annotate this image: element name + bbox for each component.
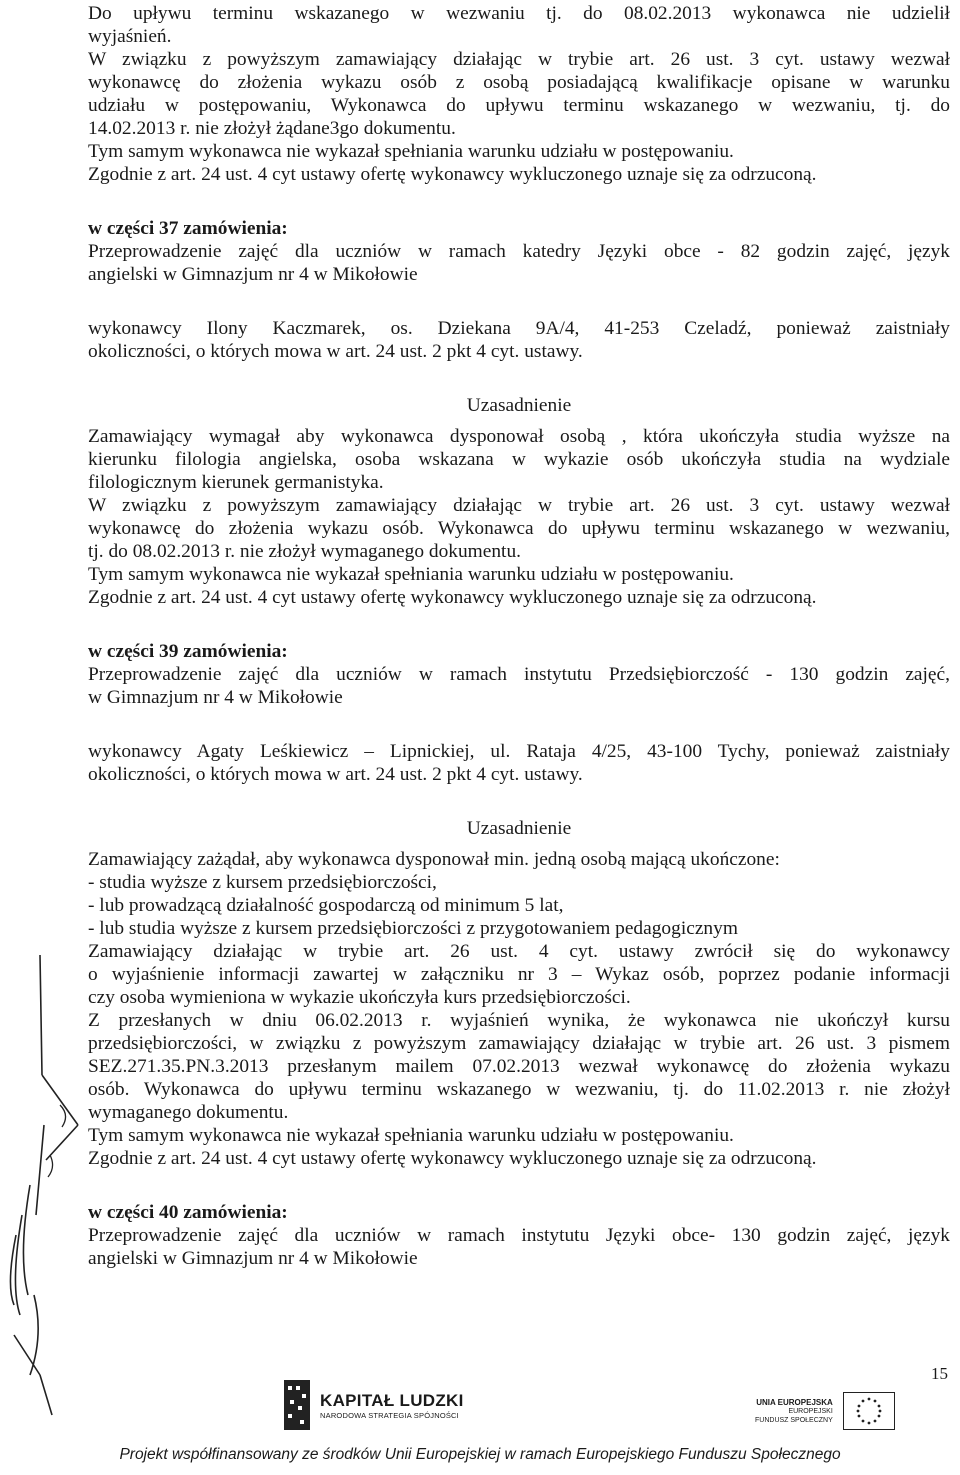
kapital-ludzki-logo — [282, 1378, 464, 1432]
document-body — [88, 2, 950, 1270]
intro-line: W związku z powyższym zamawiający działając w trybie art. 26 ust. 3 cyt. ustawy wezwał — [88, 49, 950, 70]
part-39-justification-line: - studia wyższe z kursem przedsiębiorczości, — [88, 872, 437, 893]
part-39-justification-line: Z przesłanych w dniu 06.02.2013 r. wyjaśnień wynika, że wykonawca nie ukończył kursu — [88, 1010, 950, 1031]
footer-logos — [0, 1378, 960, 1438]
kapital-ludzki-title: KAPITAŁ LUDZKI — [320, 1390, 464, 1410]
footer-caption: Projekt współfinansowany ze środków Unii Europejskiej w ramach Europejskiego Funduszu Społecznego — [119, 1446, 841, 1463]
part-39-justification-line: SEZ.271.35.PN.3.2013 przesłanym mailem 07.02.2013 wezwał wykonawcę do złożenia wykazu — [88, 1056, 950, 1077]
part-39-justification-line: Tym samym wykonawca nie wykazał spełniania warunku udziału w postępowaniu. — [88, 1125, 734, 1146]
part-37-justification-line: Zgodnie z art. 24 ust. 4 cyt ustawy ofertę wykonawcy wykluczonego uznaje się za odrzuconą. — [88, 587, 817, 608]
part-37-subject-line: Przeprowadzenie zajęć dla uczniów w ramach katedry Języki obce - 82 godzin zajęć, język — [88, 241, 950, 262]
part-39-justification-line: - lub prowadzącą działalność gospodarczą od minimum 5 lat, — [88, 895, 564, 916]
part-37-justification-line: Tym samym wykonawca nie wykazał spełniania warunku udziału w postępowaniu. — [88, 564, 734, 585]
part-37-justification-line: W związku z powyższym zamawiający działając w trybie art. 26 ust. 3 cyt. ustawy wezwał — [88, 495, 950, 516]
eu-logo — [755, 1392, 895, 1430]
part-39-justification-line: - lub studia wyższe z kursem przedsiębiorczości z przygotowaniem pedagogicznym — [88, 918, 738, 939]
part-37-heading: w części 37 zamówienia: — [88, 218, 288, 239]
spacer — [88, 709, 950, 740]
part-39-justification-line: Zamawiający zażądał, aby wykonawca dysponował min. jedną osobą mającą ukończone: — [88, 849, 780, 870]
spacer — [88, 786, 950, 817]
part-37-contractor-line: okoliczności, o których mowa w art. 24 ust. 2 pkt 4 cyt. ustawy. — [88, 341, 583, 362]
part-39-justification-title: Uzasadnienie — [466, 818, 572, 839]
part-39-heading: w części 39 zamówienia: — [88, 641, 288, 662]
spacer — [88, 186, 950, 217]
part-37-justification-line: kierunku filologia angielska, osoba wskazana w wykazie osób ukończyła studia na wydziale — [88, 449, 950, 470]
spacer — [88, 1170, 950, 1201]
eu-logo-line2: EUROPEJSKI — [788, 1407, 833, 1415]
part-39-justification-line: przedsiębiorczości, w związku z powyższym zamawiający działając w trybie art. 26 ust. 3 pismem — [88, 1033, 950, 1054]
part-39-justification-line: wymaganego dokumentu. — [88, 1102, 289, 1123]
part-39-contractor-line: okoliczności, o których mowa w art. 24 ust. 2 pkt 4 cyt. ustawy. — [88, 764, 583, 785]
spacer — [88, 286, 950, 317]
spacer — [88, 609, 950, 640]
part-40-subject-line: angielski w Gimnazjum nr 4 w Mikołowie — [88, 1248, 418, 1269]
part-37-justification-line: filologicznym kierunek germanistyka. — [88, 472, 384, 493]
intro-line: Do upływu terminu wskazanego w wezwaniu tj. do 08.02.2013 wykonawca nie udzielił — [88, 3, 950, 24]
part-39-justification-line: o wyjaśnienie informacji zawartej w załączniku nr 3 – Wykaz osób, poprzez podanie informacji — [88, 964, 950, 985]
part-37-contractor-line: wykonawcy Ilony Kaczmarek, os. Dziekana 9A/4, 41-253 Czeladź, ponieważ zaistniały — [88, 318, 950, 339]
page-number: 15 — [931, 1364, 948, 1383]
spacer — [88, 417, 950, 425]
part-39-justification-line: osób. Wykonawca do upływu terminu wskazanego w wezwaniu, tj. do 11.02.2013 r. nie złożył — [88, 1079, 950, 1100]
part-40-subject-line: Przeprowadzenie zajęć dla uczniów w ramach instytutu Języki obce- 130 godzin zajęć, język — [88, 1225, 950, 1246]
kapital-ludzki-emblem-icon — [282, 1378, 312, 1432]
part-39-subject-line: w Gimnazjum nr 4 w Mikołowie — [88, 687, 343, 708]
handwritten-signature — [0, 955, 90, 1425]
intro-line: Tym samym wykonawca nie wykazał spełniania warunku udziału w postępowaniu. — [88, 141, 734, 162]
part-37-justification-line: Zamawiający wymagał aby wykonawca dysponował osobą , która ukończyła studia wyższe na — [88, 426, 950, 447]
part-37-justification-title: Uzasadnienie — [466, 395, 572, 416]
intro-line: Zgodnie z art. 24 ust. 4 cyt ustawy ofertę wykonawcy wykluczonego uznaje się za odrzuconą. — [88, 164, 817, 185]
intro-line: wyjaśnień. — [88, 26, 172, 47]
intro-line: wykonawcę do złożenia wykazu osób z osobą posiadającą kwalifikacje opisane w warunku — [88, 72, 950, 93]
part-39-contractor-line: wykonawcy Agaty Leśkiewicz – Lipnickiej, ul. Rataja 4/25, 43-100 Tychy, ponieważ zaistniały — [88, 741, 950, 762]
part-39-justification-line: czy osoba wymieniona w wykazie ukończyła kurs przedsiębiorczości. — [88, 987, 631, 1008]
intro-line: 14.02.2013 r. nie złożył żądane3go dokumentu. — [88, 118, 456, 139]
eu-logo-line1: UNIA EUROPEJSKA — [756, 1397, 833, 1407]
part-39-subject-line: Przeprowadzenie zajęć dla uczniów w ramach instytutu Przedsiębiorczość - 130 godzin zajęć, — [88, 664, 950, 685]
part-37-justification-line: tj. do 08.02.2013 r. nie złożył wymaganego dokumentu. — [88, 541, 521, 562]
part-39-justification-line: Zamawiający działając w trybie art. 26 ust. 4 cyt. ustawy zwrócił się do wykonawcy — [88, 941, 950, 962]
spacer — [88, 840, 950, 848]
intro-line: udziału w postępowaniu, Wykonawca do upływu terminu wskazanego w wezwaniu, tj. do — [88, 95, 950, 116]
spacer — [88, 363, 950, 394]
part-37-subject-line: angielski w Gimnazjum nr 4 w Mikołowie — [88, 264, 418, 285]
part-37-justification-line: wykonawcę do złożenia wykazu osób. Wykonawca do upływu terminu wskazanego w wezwaniu, — [88, 518, 950, 539]
part-39-justification-line: Zgodnie z art. 24 ust. 4 cyt ustawy ofertę wykonawcy wykluczonego uznaje się za odrzuconą. — [88, 1148, 817, 1169]
eu-logo-line3: FUNDUSZ SPOŁECZNY — [755, 1416, 833, 1424]
eu-flag-icon — [843, 1392, 895, 1430]
kapital-ludzki-subtitle: NARODOWA STRATEGIA SPÓJNOŚCI — [320, 1410, 459, 1420]
part-40-heading: w części 40 zamówienia: — [88, 1202, 288, 1223]
